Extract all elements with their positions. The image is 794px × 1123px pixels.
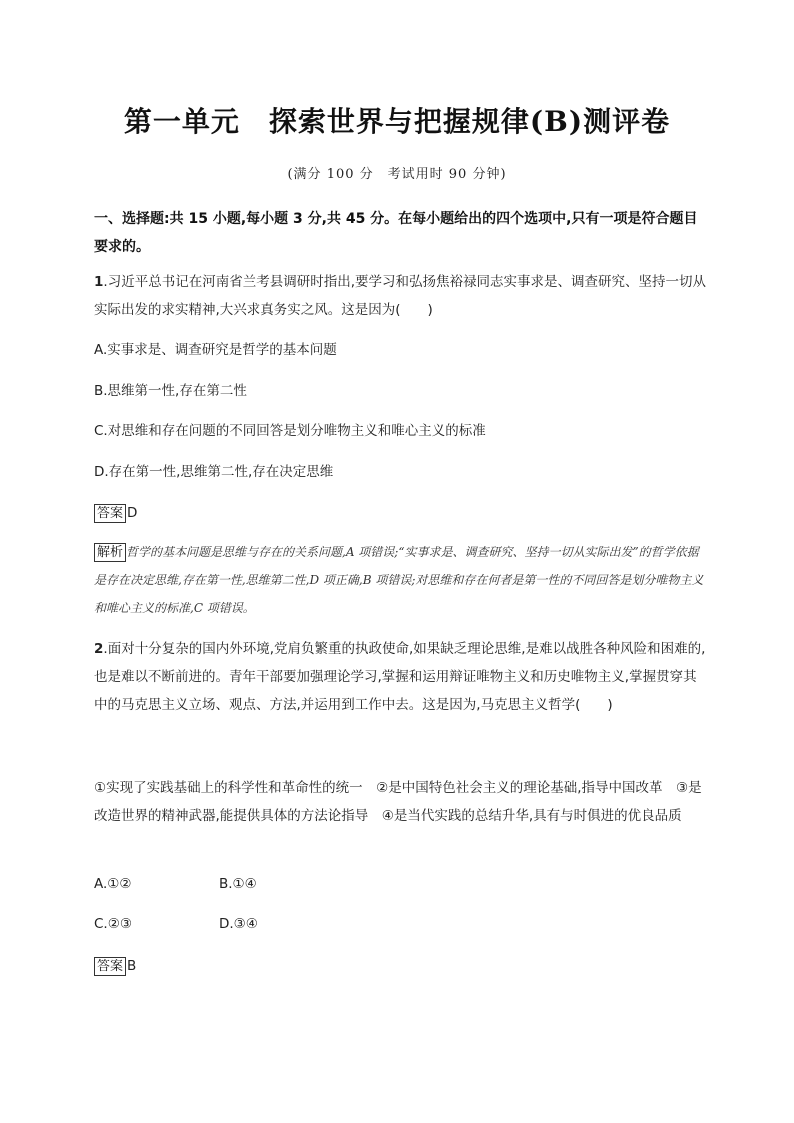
question-2-statements: ①实现了实践基础上的科学性和革命性的统一 ②是中国特色社会主义的理论基础,指导中国改革 ③是改造世界的精神武器,能提供具体的方法论指导 ④是当代实践的总结升华,具有与时俱进的优良品质 bbox=[94, 780, 702, 824]
question-1-stem bbox=[94, 268, 706, 324]
question-2-text: .面对十分复杂的国内外环境,党肩负繁重的执政使命,如果缺乏理论思维,是难以战胜各种风险和困难的,也是难以不断前进的。青年干部要加强理论学习,掌握和运用辩证唯物主义和历史唯物主义,掌握贯穿其中的马克思主义立场、观点、方法,并运用到工作中去。这是因为,马克思主义哲学( ) bbox=[94, 641, 706, 713]
question-1-option-c: C.对思维和存在问题的不同回答是划分唯物主义和唯心主义的标准 bbox=[94, 423, 486, 439]
question-1-option-d: D.存在第一性,思维第二性,存在决定思维 bbox=[94, 464, 334, 480]
question-2-option-c: C.②③ bbox=[94, 916, 132, 932]
question-1-option-a: A.实事求是、调查研究是哲学的基本问题 bbox=[94, 342, 337, 358]
question-1-analysis bbox=[94, 538, 706, 622]
question-1-text: .习近平总书记在河南省兰考县调研时指出,要学习和弘扬焦裕禄同志实事求是、调查研究、坚持一切从实际出发的求实精神,大兴求真务实之风。这是因为( ) bbox=[94, 274, 706, 318]
answer-label-box: 答案 bbox=[94, 504, 126, 523]
question-2-answer bbox=[94, 956, 136, 976]
exam-info: (满分 100 分 考试用时 90 分钟) bbox=[287, 167, 507, 182]
question-1-answer bbox=[94, 503, 137, 523]
answer-label-box: 答案 bbox=[94, 957, 126, 976]
question-1-number: 1 bbox=[94, 274, 104, 290]
question-1-analysis-text: 哲学的基本问题是思维与存在的关系问题,A 项错误;“实事求是、调查研究、坚持一切从实际出发”的哲学依据是存在决定思维,存在第一性,思维第二性,D 项正确,B 项错误;对思维和存在何者是第一性的不同回答是划分唯物主义和唯心主义的标准,C 项错误。 bbox=[94, 545, 704, 615]
question-2-number: 2 bbox=[94, 641, 104, 657]
question-2-option-a: A.①② bbox=[94, 876, 132, 892]
section-heading: 一、选择题:共 15 小题,每小题 3 分,共 45 分。在每小题给出的四个选项中,只有一项是符合题目要求的。 bbox=[94, 211, 698, 255]
question-2-stem bbox=[94, 635, 706, 719]
question-1-answer-value: D bbox=[127, 505, 138, 521]
question-2-option-b: B.①④ bbox=[219, 876, 257, 892]
question-2-option-d: D.③④ bbox=[219, 916, 258, 932]
question-1-option-b: B.思维第一性,存在第二性 bbox=[94, 383, 247, 399]
analysis-label-box: 解析 bbox=[94, 543, 126, 562]
question-2-answer-value: B bbox=[127, 958, 137, 974]
page-title: 第一单元 探索世界与把握规律(B)测评卷 bbox=[123, 105, 671, 138]
